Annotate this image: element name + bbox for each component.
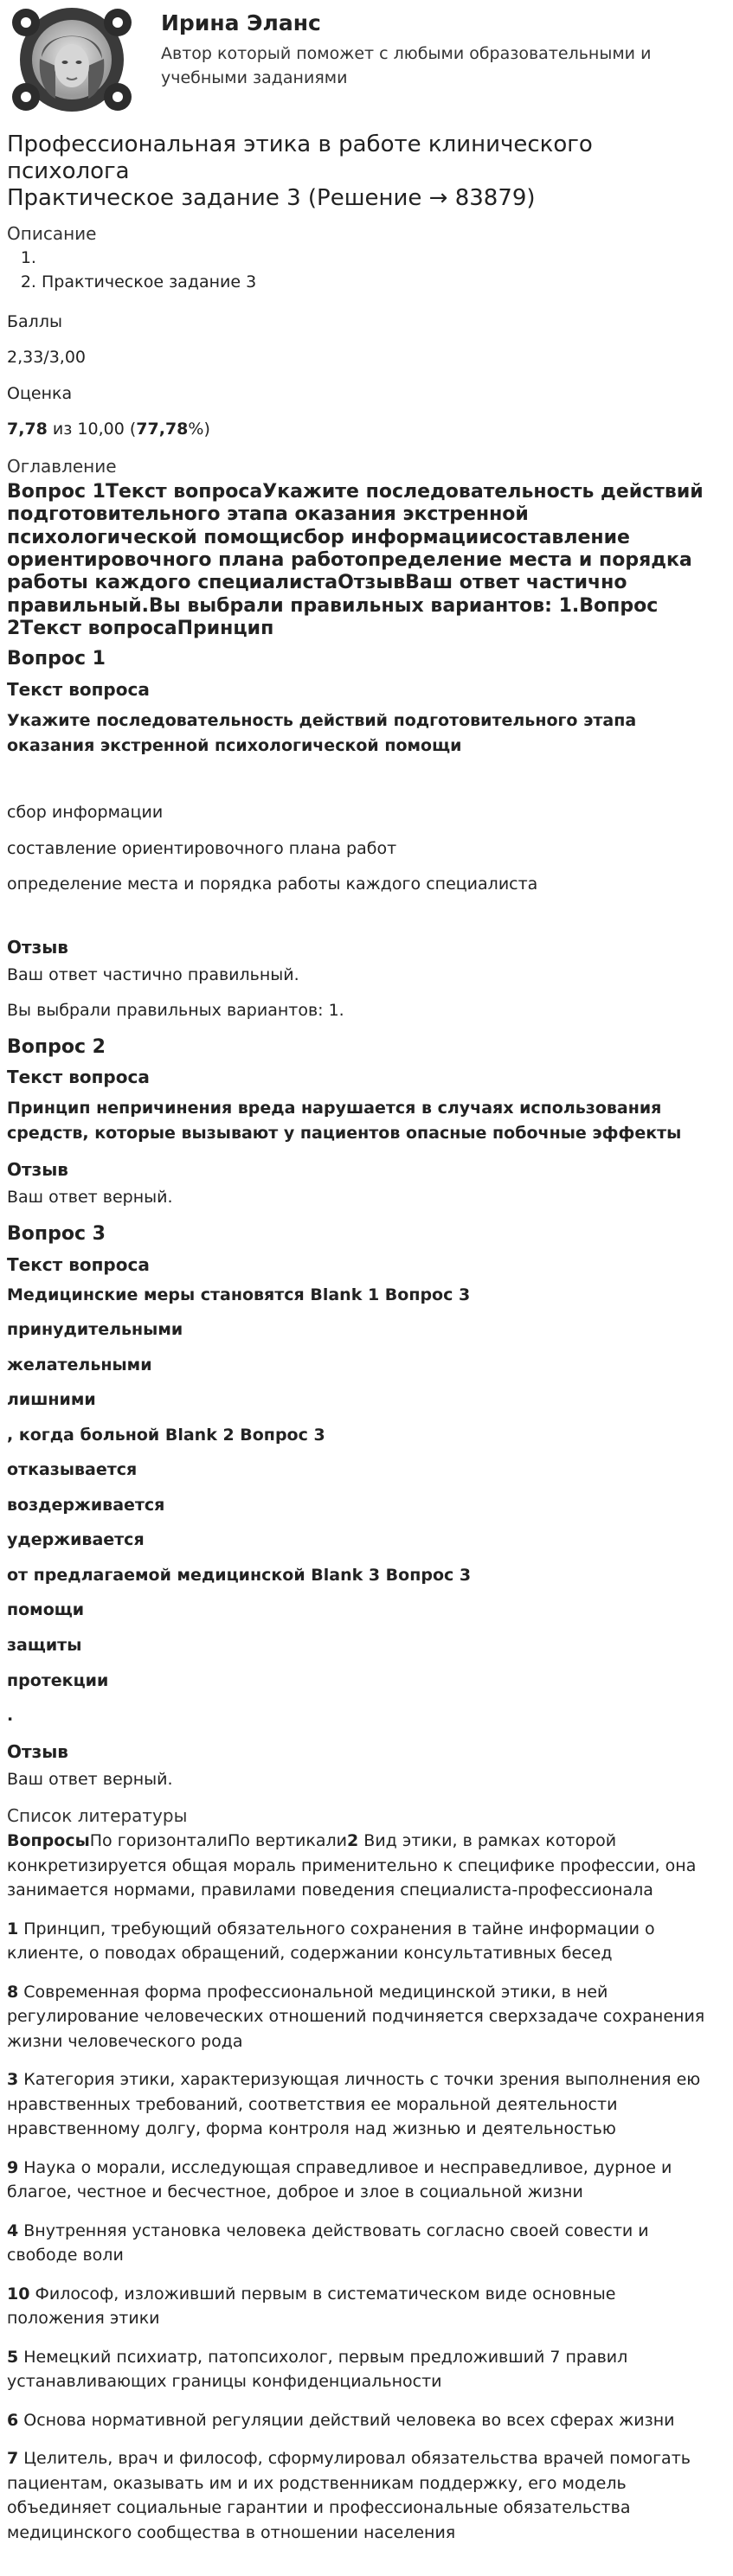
clue-text: Наука о морали, исследующая справедливое и несправедливое, дурное и благое, честное и бесчестное, доброе и злое в социальной жизни [7, 2157, 672, 2202]
clue-text: Целитель, врач и философ, сформулировал обязательства врачей помогать пациентам, оказывать им и их родственникам поддержку, его модель объединяет социальные гарантии и профессиональные обязательства медицинского сообщества в отношении населения [7, 2449, 691, 2542]
cloze-option: лишними [7, 1390, 96, 1410]
question-1 [7, 647, 712, 1022]
question-2-feedback: Ваш ответ верный. [7, 1188, 173, 1208]
clue-number: 10 [7, 2284, 30, 2304]
question-2 [7, 1035, 712, 1210]
answer-option: составление ориентировочного плана работ [7, 838, 397, 858]
description-label: Описание [7, 222, 97, 244]
title-line-2: Практическое задание 3 (Решение → 83879) [7, 185, 536, 212]
clue-text: Основа нормативной регуляции действий человека во всех сферах жизни [18, 2410, 675, 2430]
grade-label: Оценка [7, 383, 73, 403]
author-description: Автор который поможет с любыми образовательными и учебными заданиями [161, 43, 652, 88]
question-1-feedback: Ваш ответ частично правильный. [7, 964, 299, 984]
cloze-option: желательными [7, 1355, 152, 1375]
grade-mid: из 10,00 ( [47, 420, 137, 439]
clue-text: Философ, изложивший первым в систематическом виде основные положения этики [7, 2284, 616, 2329]
clue-text: Внутренняя установка человека действовать согласно своей совести и свободе воли [7, 2220, 649, 2265]
cloze-option: воздерживается [7, 1495, 165, 1515]
question-3-heading: Вопрос 3 [7, 1222, 106, 1245]
grade-value [7, 418, 712, 442]
toc-label: Оглавление [7, 455, 117, 477]
question-2-text-label: Текст вопроса [7, 1067, 150, 1088]
cloze-option: удерживается [7, 1530, 145, 1550]
clue-text: Принцип, требующий обязательного сохранения в тайне информации о клиенте, о поводах обращений, содержании консультативных бесед [7, 1919, 655, 1964]
description-item [42, 247, 712, 271]
avatar-photo-frame-icon[interactable] [7, 5, 137, 114]
crossword-clue [7, 2408, 712, 2433]
crossword-clue [7, 2219, 712, 2268]
cloze-option: помощи [7, 1600, 85, 1620]
question-3-text-label: Текст вопроса [7, 1253, 150, 1275]
description-item: 2. Практическое задание 3 [42, 271, 712, 295]
question-2-heading: Вопрос 2 [7, 1035, 106, 1058]
toc-text: Вопрос 1Текст вопросаУкажите последовательность действий подготовительного этапа оказания экстренной психологической помощисбор информациисоставление ориентировочного плана работопределение места и порядка работы каждого специалистаОтзывВаш ответ частично правильный.Вы выбрали правильных вариантов: 1.Вопрос 2Текст вопросаПринцип [7, 480, 704, 640]
clue-number: 6 [7, 2410, 19, 2430]
crossword-clue [7, 2446, 712, 2545]
cloze-line: , когда больной Blank 2 Вопрос 3 [7, 1425, 325, 1445]
question-1-answers [7, 801, 712, 897]
crossword-intro-text: По горизонталиПо вертикали [89, 1831, 348, 1851]
grade-end: %) [188, 420, 210, 439]
crossword-clue [7, 1917, 712, 1966]
title-line-1: Профессиональная этика в работе клинического психолога [7, 131, 593, 185]
clue-number: 1 [7, 1919, 19, 1938]
clue-text: Немецкий психиатр, патопсихолог, первым предложивший 7 правил устанавливающих границы конфиденциальности [7, 2347, 628, 2392]
author-name[interactable]: Ирина Эланс [161, 10, 321, 35]
clue-number: 9 [7, 2157, 19, 2177]
cloze-option: принудительными [7, 1320, 183, 1340]
crossword-clue [7, 1980, 712, 2054]
grade-number: 7,78 [7, 420, 48, 439]
clue-number: 2 [347, 1831, 359, 1851]
question-3-cloze [7, 1284, 712, 1728]
answer-option: сбор информации [7, 803, 164, 823]
question-1-text-label: Текст вопроса [7, 679, 150, 701]
question-3-feedback: Ваш ответ верный. [7, 1769, 173, 1789]
grade-percent: 77,78 [136, 420, 189, 439]
references-label: Список литературы [7, 1805, 188, 1827]
clue-text: Современная форма профессиональной медицинской этики, в ней регулирование человеческих отношений подчиняется сверхзадаче сохранения жизни человеческого рода [7, 1982, 705, 2051]
crossword-intro-bold: Вопросы [7, 1831, 90, 1851]
question-1-heading: Вопрос 1 [7, 648, 106, 670]
question-2-feedback-label: Отзыв [7, 1159, 68, 1181]
description-list [7, 247, 712, 295]
question-3-feedback-label: Отзыв [7, 1740, 68, 1762]
author-card [7, 5, 712, 123]
crossword-clue [7, 2067, 712, 2142]
cloze-line: . [7, 1706, 14, 1726]
page-title [7, 131, 712, 213]
crossword-clues [7, 1829, 712, 2545]
author-info [161, 5, 680, 91]
clue-number: 4 [7, 2220, 19, 2240]
clue-number: 3 [7, 2070, 19, 2090]
question-1-feedback: Вы выбрали правильных вариантов: 1. [7, 1001, 344, 1021]
crossword-clue [7, 2156, 712, 2205]
score-value: 2,33/3,00 [7, 348, 87, 368]
clue-number: 5 [7, 2347, 19, 2367]
clue-text: Вид этики, в рамках которой конкретизируется общая мораль применительно к специфике профессии, она занимается нормами, правилами поведения специалиста-профессионала [7, 1831, 697, 1900]
cloze-line: от предлагаемой медицинской Blank 3 Вопрос 3 [7, 1565, 472, 1585]
crossword-intro [7, 1829, 712, 1903]
cloze-option: отказывается [7, 1460, 138, 1480]
cloze-option: протекции [7, 1670, 109, 1690]
cloze-line: Медицинские меры становятся Blank 1 Вопрос 3 [7, 1285, 471, 1304]
clue-number: 7 [7, 2449, 19, 2469]
question-1-text: Укажите последовательность действий подготовительного этапа оказания экстренной психологической помощи [7, 711, 637, 755]
clue-text: Категория этики, характеризующая личность с точки зрения выполнения ею нравственных требований, соответствия ее моральной деятельности нравственному долгу, форма контроля над жизнью и деятельностью [7, 2070, 701, 2139]
crossword-clue [7, 2345, 712, 2394]
clue-number: 8 [7, 1982, 19, 2002]
question-1-feedback-label: Отзыв [7, 936, 68, 958]
answer-option: определение места и порядка работы каждого специалиста [7, 875, 538, 894]
cloze-option: защиты [7, 1636, 82, 1656]
question-2-text: Принцип непричинения вреда нарушается в случаях использования средств, которые вызывают у пациентов опасные побочные эффекты [7, 1099, 682, 1143]
crossword-clue [7, 2282, 712, 2331]
question-3 [7, 1222, 712, 1791]
score-label: Баллы [7, 311, 62, 331]
